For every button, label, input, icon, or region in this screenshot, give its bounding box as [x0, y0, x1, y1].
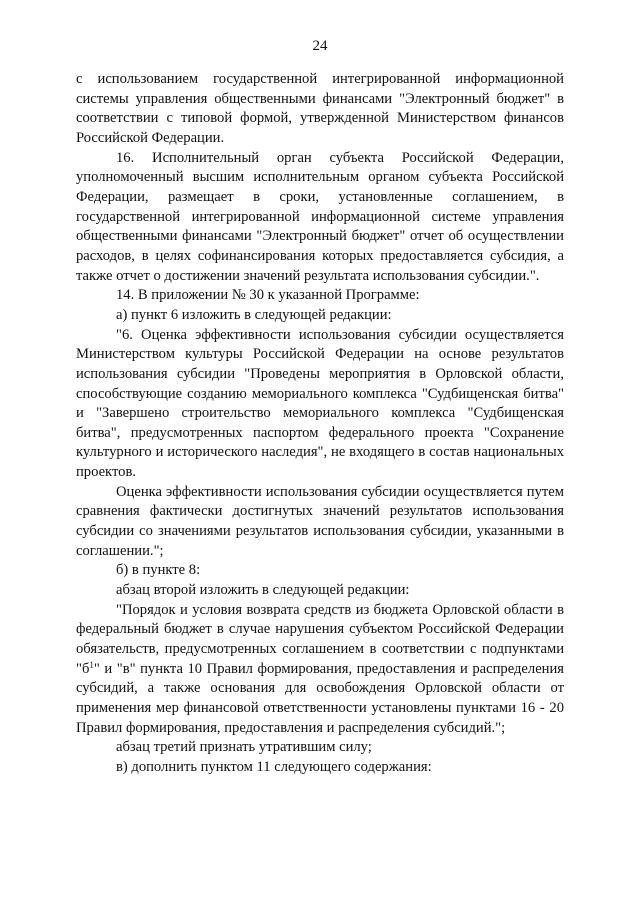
paragraph-9-text-before: "Порядок и условия возврата средств из бюджета Орловской области в федеральный бюджет в случае нарушения субъектом Российской Федерации обязательств, предусмотренных соглашением в соответствии с подпунктами "б: [76, 601, 564, 677]
paragraph-7: б) в пункте 8:: [116, 562, 201, 579]
paragraph-6: Оценка эффективности использования субсидии осуществляется путем сравнения фактически достигнутых значений результатов использования субсидии со значениями результатов использования субсидии, указанными в соглашении.";: [76, 483, 564, 559]
paragraph-4: а) пункт 6 изложить в следующей редакции:: [116, 306, 392, 323]
document-body: [76, 70, 564, 778]
superscript-marker: 1: [89, 659, 94, 670]
paragraph-3: 14. В приложении № 30 к указанной Программе:: [116, 287, 420, 304]
page-number: 24: [312, 38, 328, 54]
paragraph-9-text-after: " и "в" пункта 10 Правил формирования, предоставления и распределения субсидий, а также основания для освобождения Орловской области от применения мер финансовой ответственности установлены пунктами 16 - 20 Правил формирования, предоставления и распределения субсидий.";: [76, 660, 564, 736]
paragraph-5: "6. Оценка эффективности использования субсидии осуществляется Министерством культуры Российской Федерации на основе результатов использования субсидии "Проведены мероприятия в Орловской области, способствующие созданию мемориального комплекса "Судбищенская битва" и "Завершено строительство мемориального комплекса "Судбищенская битва", предусмотренных паспортом федерального проекта "Сохранение культурного и исторического наследия", не входящего в состав национальных проектов.: [76, 326, 564, 481]
paragraph-9: [76, 601, 564, 739]
paragraph-11: в) дополнить пунктом 11 следующего содержания:: [116, 758, 432, 775]
paragraph-1: с использованием государственной интегрированной информационной системы управления общественными финансами "Электронный бюджет" в соответствии с типовой формой, утвержденной Министерством финансов Российской Федерации.: [76, 71, 564, 146]
paragraph-2: 16. Исполнительный орган субъекта Российской Федерации, уполномоченный высшим исполнительным органом субъекта Российской Федерации, размещает в сроки, установленные соглашением, в государственной интегрированной информационной системе управления общественными финансами "Электронный бюджет" отчет об осуществлении расходов, в целях софинансирования которых предоставляется субсидия, а также отчет о достижении значений результата использования субсидии.".: [76, 149, 564, 284]
paragraph-10: абзац третий признать утратившим силу;: [116, 739, 372, 756]
paragraph-8: абзац второй изложить в следующей редакции:: [116, 582, 410, 599]
